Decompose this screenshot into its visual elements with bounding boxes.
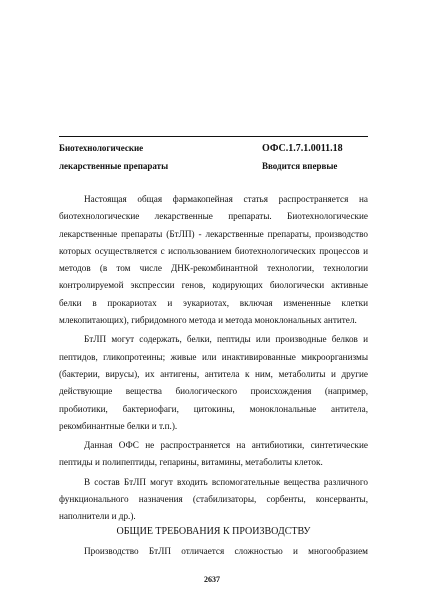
header-status: Вводится впервые (262, 161, 338, 171)
header-code: ОФС.1.7.1.0011.18 (262, 143, 343, 154)
paragraph-scope: Настоящая общая фармакопейная статья распространяется на биотехнологические лекарственные препараты. Биотехнологические лекарственные препараты (БтЛП) - лекарственные препараты, производство которых осуществляется с использованием биотехнологических процессов и методов (в том числе ДНК-рекомбинантной технологии, технологии контролируемой экспрессии генов, кодирующих биологически активные белки в прокариотах и эукариотах, включая измененные клетки млекопитающих), гибридомного метода и метода моноклональных антител. (59, 194, 368, 326)
header-title-line1: Биотехнологические (59, 143, 144, 153)
paragraph-composition: БтЛП могут содержать, белки, пептиды или производные белков и пептидов, гликопротеины; живые или инактивированные микроорганизмы (бактерии, вирусы), их антигены, антитела к ним, метаболиты и другие действующие вещества биологического происхождения (например, пробиотики, бактериофаги, цитокины, моноклональные антитела, рекомбинантные белки и т.п.). (59, 334, 368, 431)
section-first-line: Производство БтЛП отличается сложностью и многообразием (84, 546, 368, 556)
page-number: 2637 (204, 575, 220, 584)
section-heading: ОБЩИЕ ТРЕБОВАНИЯ К ПРОИЗВОДСТВУ (116, 526, 311, 537)
header-title-line2: лекарственные препараты (59, 161, 169, 171)
paragraph-exclusions: Данная ОФС не распространяется на антибиотики, синтетические пептиды и полипептиды, гепарины, витамины, метаболиты клеток. (59, 440, 368, 468)
header-rule (59, 136, 368, 137)
paragraph-excipients: В состав БтЛП могут входить вспомогательные вещества различного функционального назначения (стабилизаторы, сорбенты, консерванты, наполнители и др.). (59, 476, 368, 522)
document-body (59, 191, 368, 528)
